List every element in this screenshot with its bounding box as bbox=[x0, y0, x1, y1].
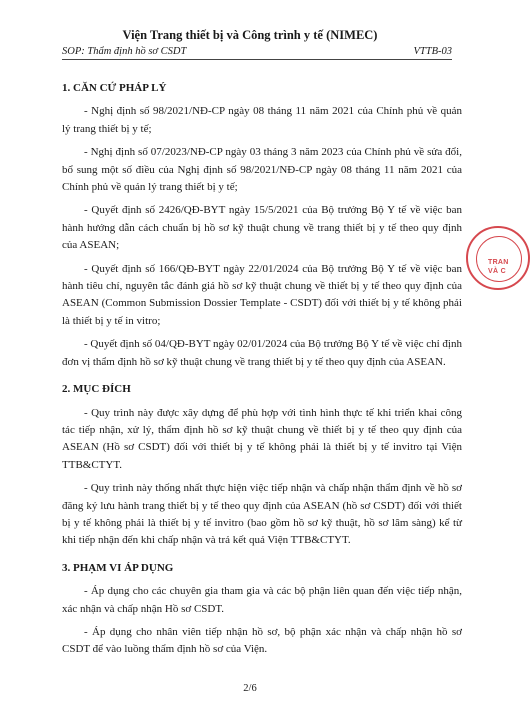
section-heading-legal-basis: 1. CĂN CỨ PHÁP LÝ bbox=[62, 82, 167, 94]
page-number: 2/6 bbox=[243, 683, 257, 694]
official-seal bbox=[466, 226, 530, 290]
legal-basis-item: - Quyết định số 166/QĐ-BYT ngày 22/01/2024 của Bộ trưởng Bộ Y tế về việc ban hành tiêu chí, nguyên tắc đánh giá hồ sơ kỹ thuật chung về thiết bị y tế theo quy định của ASEAN (Common Submission Dossier Template - CSDT) đối với thiết bị y tế không phải là thiết bị y tế in vitro; bbox=[62, 262, 462, 327]
document-body bbox=[62, 80, 462, 665]
purpose-item: - Quy trình này được xây dựng để phù hợp với tình hình thực tế khi triển khai công tác tiếp nhận, xử lý, thẩm định hồ sơ kỹ thuật chung về thiết bị y tế theo quy định của ASEAN (Hồ sơ CSDT) đối với thiết bị y tế không phải là thiết bị y tế invitro tại Viện TTB&CTYT. bbox=[62, 406, 462, 471]
institute-title: Viện Trang thiết bị và Công trình y tế (NIMEC) bbox=[122, 28, 378, 42]
document-code: VTTB-03 bbox=[413, 46, 452, 57]
section-heading-scope: 3. PHẠM VI ÁP DỤNG bbox=[62, 561, 174, 574]
sop-label: SOP: Thẩm định hồ sơ CSDT bbox=[62, 46, 187, 57]
legal-basis-item: - Nghị định số 07/2023/NĐ-CP ngày 03 tháng 3 năm 2023 của Chính phủ về sửa đổi, bổ sung một số điều của Nghị định số 98/2021/NĐ-CP ngày 08 tháng 11 năm 2021 của Chính phủ về quản lý trang thiết bị y tế; bbox=[62, 146, 462, 194]
legal-basis-item: - Quyết định số 2426/QĐ-BYT ngày 15/5/2021 của Bộ trưởng Bộ Y tế về việc ban hành hướng dẫn cách chuẩn bị hồ sơ kỹ thuật chung về trang thiết bị y tế theo quy định của ASEAN; bbox=[62, 204, 462, 252]
seal-text: TRAN VÀ C bbox=[488, 259, 509, 275]
purpose-item: - Quy trình này thống nhất thực hiện việc tiếp nhận và chấp nhận thẩm định về hồ sơ đăng ký lưu hành trang thiết bị y tế theo quy định của ASEAN (hồ sơ CSDT) đối với thiết bị y tế không phải là thiết bị y tế invitro (bao gồm hồ sơ kỹ thuật, hồ sơ lâm sàng) kể từ khi tiếp nhận đến khi chấp nhận và trả kết quả Viện TTB&CTYT. bbox=[62, 482, 462, 547]
legal-basis-item: - Quyết định số 04/QĐ-BYT ngày 02/01/2024 của Bộ trưởng Bộ Y tế về việc chỉ định đơn vị thẩm định hồ sơ kỹ thuật chung về trang thiết bị y tế theo quy định của ASEAN. bbox=[62, 338, 462, 368]
section-heading-purpose: 2. MỤC ĐÍCH bbox=[62, 383, 131, 396]
scope-item: - Áp dụng cho nhân viên tiếp nhận hồ sơ, bộ phận xác nhận và chấp nhận hồ sơ CSDT để vào luồng thẩm định hồ sơ của Viện. bbox=[62, 625, 462, 656]
document-subheader bbox=[62, 46, 452, 60]
scope-item: - Áp dụng cho các chuyên gia tham gia và các bộ phận liên quan đến việc tiếp nhận, xác nhận và chấp nhận Hồ sơ CSDT. bbox=[62, 585, 462, 615]
legal-basis-item: - Nghị định số 98/2021/NĐ-CP ngày 08 tháng 11 năm 2021 của Chính phủ về quản lý trang thiết bị y tế; bbox=[62, 105, 462, 135]
